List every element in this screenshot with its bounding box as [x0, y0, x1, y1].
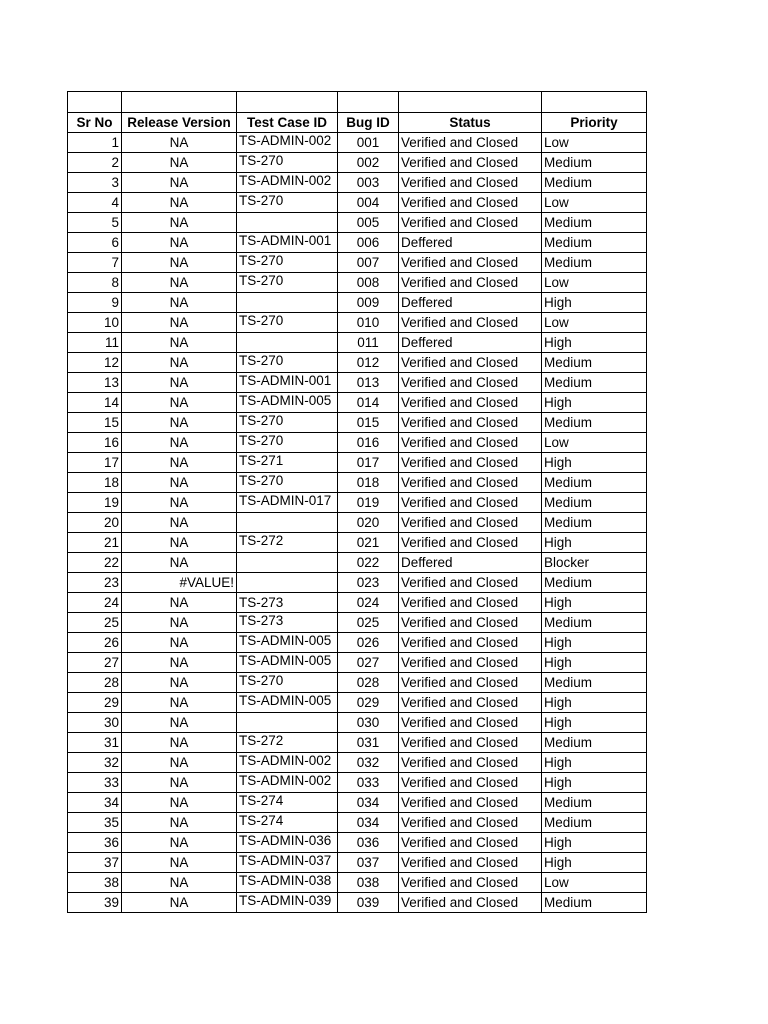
cell-status[interactable]: Verified and Closed — [399, 693, 542, 713]
table-row — [68, 433, 647, 453]
cell-sr-no[interactable]: 32 — [68, 753, 122, 773]
cell-bug-id[interactable]: 034 — [338, 813, 399, 833]
cell-bug-id[interactable]: 010 — [338, 313, 399, 333]
table-row — [68, 693, 647, 713]
cell-status[interactable]: Verified and Closed — [399, 753, 542, 773]
cell-sr-no[interactable]: 24 — [68, 593, 122, 613]
cell-release-version[interactable]: NA — [122, 193, 237, 213]
cell-test-case-id[interactable]: TS-ADMIN-005 — [237, 393, 338, 413]
cell-test-case-id[interactable]: TS-ADMIN-038 — [237, 873, 338, 893]
cell-bug-id[interactable]: 013 — [338, 373, 399, 393]
blank-cell[interactable] — [237, 92, 338, 113]
cell-release-version[interactable]: NA — [122, 613, 237, 633]
table-row — [68, 853, 647, 873]
cell-sr-no[interactable]: 2 — [68, 153, 122, 173]
table-row — [68, 353, 647, 373]
cell-release-version[interactable]: NA — [122, 553, 237, 573]
header-sr-no[interactable]: Sr No — [68, 113, 122, 133]
cell-status[interactable]: Verified and Closed — [399, 373, 542, 393]
cell-release-version[interactable]: NA — [122, 473, 237, 493]
cell-test-case-id[interactable]: TS-270 — [237, 193, 338, 213]
cell-sr-no[interactable]: 34 — [68, 793, 122, 813]
cell-test-case-id[interactable]: TS-270 — [237, 473, 338, 493]
cell-bug-id[interactable]: 025 — [338, 613, 399, 633]
cell-status[interactable]: Verified and Closed — [399, 453, 542, 473]
cell-test-case-id[interactable]: TS-271 — [237, 453, 338, 473]
cell-test-case-id[interactable]: TS-272 — [237, 733, 338, 753]
cell-test-case-id[interactable] — [237, 573, 338, 593]
table-row — [68, 233, 647, 253]
cell-sr-no[interactable]: 28 — [68, 673, 122, 693]
cell-bug-id[interactable]: 031 — [338, 733, 399, 753]
cell-test-case-id[interactable]: TS-270 — [237, 153, 338, 173]
cell-priority[interactable]: High — [542, 833, 647, 853]
cell-bug-id[interactable]: 037 — [338, 853, 399, 873]
cell-bug-id[interactable]: 022 — [338, 553, 399, 573]
table-row — [68, 453, 647, 473]
table-row — [68, 513, 647, 533]
cell-status[interactable]: Verified and Closed — [399, 893, 542, 913]
cell-bug-id[interactable]: 001 — [338, 133, 399, 153]
cell-sr-no[interactable]: 5 — [68, 213, 122, 233]
cell-sr-no[interactable]: 12 — [68, 353, 122, 373]
cell-test-case-id[interactable]: TS-273 — [237, 613, 338, 633]
cell-release-version[interactable]: NA — [122, 653, 237, 673]
cell-priority[interactable]: High — [542, 533, 647, 553]
cell-priority[interactable]: Medium — [542, 493, 647, 513]
table-row — [68, 293, 647, 313]
cell-release-version[interactable]: NA — [122, 853, 237, 873]
cell-sr-no[interactable]: 4 — [68, 193, 122, 213]
table-row — [68, 833, 647, 853]
cell-release-version[interactable]: NA — [122, 253, 237, 273]
cell-status[interactable]: Verified and Closed — [399, 213, 542, 233]
cell-bug-id[interactable]: 002 — [338, 153, 399, 173]
cell-release-version[interactable]: NA — [122, 693, 237, 713]
table-row — [68, 173, 647, 193]
table-row — [68, 253, 647, 273]
cell-status[interactable]: Verified and Closed — [399, 733, 542, 753]
cell-priority[interactable]: High — [542, 293, 647, 313]
blank-cell[interactable] — [122, 92, 237, 113]
cell-sr-no[interactable]: 9 — [68, 293, 122, 313]
table-row — [68, 213, 647, 233]
cell-sr-no[interactable]: 27 — [68, 653, 122, 673]
cell-status[interactable]: Verified and Closed — [399, 493, 542, 513]
cell-release-version[interactable]: NA — [122, 753, 237, 773]
cell-test-case-id[interactable]: TS-ADMIN-037 — [237, 853, 338, 873]
cell-test-case-id[interactable]: TS-270 — [237, 273, 338, 293]
cell-bug-id[interactable]: 017 — [338, 453, 399, 473]
cell-bug-id[interactable]: 023 — [338, 573, 399, 593]
table-row — [68, 773, 647, 793]
blank-cell[interactable] — [68, 92, 122, 113]
cell-release-version[interactable]: NA — [122, 433, 237, 453]
cell-test-case-id[interactable]: TS-273 — [237, 593, 338, 613]
cell-release-version[interactable]: NA — [122, 633, 237, 653]
cell-sr-no[interactable]: 35 — [68, 813, 122, 833]
table-row — [68, 813, 647, 833]
table-row — [68, 793, 647, 813]
cell-sr-no[interactable]: 25 — [68, 613, 122, 633]
cell-bug-id[interactable]: 021 — [338, 533, 399, 553]
table-row — [68, 753, 647, 773]
cell-sr-no[interactable]: 18 — [68, 473, 122, 493]
cell-test-case-id[interactable]: TS-270 — [237, 253, 338, 273]
table-row — [68, 333, 647, 353]
cell-sr-no[interactable]: 20 — [68, 513, 122, 533]
cell-status[interactable]: Verified and Closed — [399, 393, 542, 413]
cell-priority[interactable]: High — [542, 393, 647, 413]
blank-cell[interactable] — [399, 92, 542, 113]
cell-test-case-id[interactable] — [237, 293, 338, 313]
cell-bug-id[interactable]: 005 — [338, 213, 399, 233]
cell-release-version[interactable]: NA — [122, 173, 237, 193]
cell-status[interactable]: Verified and Closed — [399, 593, 542, 613]
cell-status[interactable]: Verified and Closed — [399, 413, 542, 433]
cell-priority[interactable]: Medium — [542, 613, 647, 633]
cell-status[interactable]: Verified and Closed — [399, 273, 542, 293]
cell-status[interactable]: Verified and Closed — [399, 253, 542, 273]
cell-priority[interactable]: Medium — [542, 733, 647, 753]
cell-priority[interactable]: High — [542, 633, 647, 653]
cell-release-version[interactable]: NA — [122, 453, 237, 473]
cell-release-version[interactable]: NA — [122, 153, 237, 173]
cell-bug-id[interactable]: 006 — [338, 233, 399, 253]
cell-bug-id[interactable]: 039 — [338, 893, 399, 913]
table-row — [68, 613, 647, 633]
cell-sr-no[interactable]: 19 — [68, 493, 122, 513]
cell-priority[interactable]: High — [542, 593, 647, 613]
cell-test-case-id[interactable]: TS-ADMIN-036 — [237, 833, 338, 853]
bug-tracker-table — [67, 91, 647, 913]
cell-bug-id[interactable]: 014 — [338, 393, 399, 413]
cell-status[interactable]: Verified and Closed — [399, 193, 542, 213]
table-row — [68, 553, 647, 573]
cell-status[interactable]: Verified and Closed — [399, 813, 542, 833]
cell-priority[interactable]: Low — [542, 133, 647, 153]
cell-sr-no[interactable]: 36 — [68, 833, 122, 853]
cell-test-case-id[interactable]: TS-ADMIN-017 — [237, 493, 338, 513]
cell-status[interactable]: Deffered — [399, 333, 542, 353]
cell-sr-no[interactable]: 22 — [68, 553, 122, 573]
cell-release-version[interactable]: NA — [122, 773, 237, 793]
cell-bug-id[interactable]: 034 — [338, 793, 399, 813]
table-row — [68, 373, 647, 393]
cell-status[interactable]: Verified and Closed — [399, 513, 542, 533]
cell-sr-no[interactable]: 15 — [68, 413, 122, 433]
cell-bug-id[interactable]: 024 — [338, 593, 399, 613]
cell-status[interactable]: Verified and Closed — [399, 433, 542, 453]
cell-sr-no[interactable]: 39 — [68, 893, 122, 913]
cell-priority[interactable]: High — [542, 753, 647, 773]
header-priority[interactable]: Priority — [542, 113, 647, 133]
cell-release-version[interactable]: NA — [122, 233, 237, 253]
cell-test-case-id[interactable]: TS-272 — [237, 533, 338, 553]
cell-release-version[interactable]: NA — [122, 313, 237, 333]
cell-priority[interactable]: Medium — [542, 513, 647, 533]
cell-bug-id[interactable]: 029 — [338, 693, 399, 713]
header-status[interactable]: Status — [399, 113, 542, 133]
cell-priority[interactable]: Low — [542, 873, 647, 893]
cell-release-version[interactable]: NA — [122, 393, 237, 413]
cell-sr-no[interactable]: 38 — [68, 873, 122, 893]
cell-release-version[interactable]: NA — [122, 133, 237, 153]
cell-release-version[interactable]: NA — [122, 533, 237, 553]
cell-status[interactable]: Verified and Closed — [399, 313, 542, 333]
cell-status[interactable]: Verified and Closed — [399, 673, 542, 693]
cell-test-case-id[interactable]: TS-ADMIN-001 — [237, 233, 338, 253]
cell-priority[interactable]: Medium — [542, 793, 647, 813]
cell-sr-no[interactable]: 16 — [68, 433, 122, 453]
cell-test-case-id[interactable]: TS-ADMIN-002 — [237, 173, 338, 193]
cell-bug-id[interactable]: 027 — [338, 653, 399, 673]
cell-bug-id[interactable]: 026 — [338, 633, 399, 653]
cell-priority[interactable]: Low — [542, 433, 647, 453]
header-bug-id[interactable]: Bug ID — [338, 113, 399, 133]
cell-bug-id[interactable]: 004 — [338, 193, 399, 213]
cell-bug-id[interactable]: 032 — [338, 753, 399, 773]
cell-test-case-id[interactable]: TS-274 — [237, 813, 338, 833]
cell-test-case-id[interactable]: TS-270 — [237, 313, 338, 333]
cell-sr-no[interactable]: 37 — [68, 853, 122, 873]
cell-test-case-id[interactable]: TS-ADMIN-001 — [237, 373, 338, 393]
cell-status[interactable]: Verified and Closed — [399, 573, 542, 593]
cell-sr-no[interactable]: 30 — [68, 713, 122, 733]
cell-bug-id[interactable]: 016 — [338, 433, 399, 453]
cell-bug-id[interactable]: 030 — [338, 713, 399, 733]
cell-test-case-id[interactable]: TS-ADMIN-005 — [237, 653, 338, 673]
table-row — [68, 153, 647, 173]
cell-release-version[interactable]: NA — [122, 813, 237, 833]
table-row — [68, 713, 647, 733]
cell-priority[interactable]: Medium — [542, 213, 647, 233]
cell-priority[interactable]: Low — [542, 273, 647, 293]
cell-bug-id[interactable]: 033 — [338, 773, 399, 793]
table-row — [68, 313, 647, 333]
table-row — [68, 493, 647, 513]
cell-status[interactable]: Deffered — [399, 553, 542, 573]
cell-status[interactable]: Verified and Closed — [399, 833, 542, 853]
cell-bug-id[interactable]: 009 — [338, 293, 399, 313]
cell-status[interactable]: Deffered — [399, 233, 542, 253]
cell-release-version[interactable]: NA — [122, 893, 237, 913]
cell-status[interactable]: Verified and Closed — [399, 153, 542, 173]
cell-sr-no[interactable]: 23 — [68, 573, 122, 593]
cell-priority[interactable]: High — [542, 653, 647, 673]
cell-release-version[interactable]: NA — [122, 353, 237, 373]
cell-priority[interactable]: Medium — [542, 673, 647, 693]
cell-release-version[interactable]: NA — [122, 873, 237, 893]
cell-bug-id[interactable]: 018 — [338, 473, 399, 493]
cell-test-case-id[interactable] — [237, 213, 338, 233]
cell-test-case-id[interactable]: TS-270 — [237, 413, 338, 433]
table-row — [68, 533, 647, 553]
cell-test-case-id[interactable]: TS-270 — [237, 673, 338, 693]
table-row — [68, 733, 647, 753]
cell-priority[interactable]: Medium — [542, 413, 647, 433]
cell-priority[interactable]: Medium — [542, 813, 647, 833]
cell-release-version[interactable]: #VALUE! — [122, 573, 237, 593]
cell-test-case-id[interactable] — [237, 333, 338, 353]
cell-status[interactable]: Verified and Closed — [399, 873, 542, 893]
cell-test-case-id[interactable]: TS-ADMIN-002 — [237, 133, 338, 153]
cell-sr-no[interactable]: 3 — [68, 173, 122, 193]
table-row — [68, 573, 647, 593]
cell-priority[interactable]: Medium — [542, 353, 647, 373]
cell-status[interactable]: Verified and Closed — [399, 773, 542, 793]
cell-priority[interactable]: High — [542, 333, 647, 353]
cell-status[interactable]: Verified and Closed — [399, 613, 542, 633]
cell-priority[interactable]: High — [542, 713, 647, 733]
cell-release-version[interactable]: NA — [122, 673, 237, 693]
cell-priority[interactable]: Medium — [542, 253, 647, 273]
cell-bug-id[interactable]: 008 — [338, 273, 399, 293]
cell-release-version[interactable]: NA — [122, 733, 237, 753]
cell-priority[interactable]: Blocker — [542, 553, 647, 573]
cell-sr-no[interactable]: 26 — [68, 633, 122, 653]
cell-test-case-id[interactable]: TS-ADMIN-002 — [237, 753, 338, 773]
cell-bug-id[interactable]: 012 — [338, 353, 399, 373]
cell-test-case-id[interactable] — [237, 713, 338, 733]
cell-sr-no[interactable]: 6 — [68, 233, 122, 253]
cell-status[interactable]: Verified and Closed — [399, 473, 542, 493]
cell-sr-no[interactable]: 17 — [68, 453, 122, 473]
cell-test-case-id[interactable]: TS-ADMIN-002 — [237, 773, 338, 793]
cell-bug-id[interactable]: 019 — [338, 493, 399, 513]
table-row — [68, 593, 647, 613]
table-row — [68, 193, 647, 213]
cell-release-version[interactable]: NA — [122, 513, 237, 533]
cell-sr-no[interactable]: 13 — [68, 373, 122, 393]
cell-sr-no[interactable]: 7 — [68, 253, 122, 273]
blank-row — [68, 92, 647, 113]
cell-sr-no[interactable]: 1 — [68, 133, 122, 153]
cell-bug-id[interactable]: 028 — [338, 673, 399, 693]
table-row — [68, 653, 647, 673]
cell-release-version[interactable]: NA — [122, 713, 237, 733]
cell-priority[interactable]: Medium — [542, 233, 647, 253]
cell-priority[interactable]: Medium — [542, 893, 647, 913]
cell-priority[interactable]: Medium — [542, 573, 647, 593]
cell-priority[interactable]: Medium — [542, 153, 647, 173]
table-row — [68, 273, 647, 293]
cell-bug-id[interactable]: 011 — [338, 333, 399, 353]
cell-release-version[interactable]: NA — [122, 593, 237, 613]
cell-release-version[interactable]: NA — [122, 493, 237, 513]
cell-priority[interactable]: Low — [542, 313, 647, 333]
table-row — [68, 473, 647, 493]
cell-status[interactable]: Verified and Closed — [399, 633, 542, 653]
cell-sr-no[interactable]: 8 — [68, 273, 122, 293]
blank-cell[interactable] — [338, 92, 399, 113]
cell-status[interactable]: Verified and Closed — [399, 133, 542, 153]
cell-status[interactable]: Verified and Closed — [399, 533, 542, 553]
cell-test-case-id[interactable]: TS-274 — [237, 793, 338, 813]
cell-release-version[interactable]: NA — [122, 373, 237, 393]
blank-cell[interactable] — [542, 92, 647, 113]
cell-status[interactable]: Verified and Closed — [399, 793, 542, 813]
cell-test-case-id[interactable]: TS-ADMIN-039 — [237, 893, 338, 913]
table-row — [68, 393, 647, 413]
cell-priority[interactable]: High — [542, 453, 647, 473]
cell-status[interactable]: Verified and Closed — [399, 713, 542, 733]
cell-status[interactable]: Verified and Closed — [399, 653, 542, 673]
table-row — [68, 673, 647, 693]
cell-priority[interactable]: High — [542, 853, 647, 873]
cell-priority[interactable]: High — [542, 693, 647, 713]
cell-sr-no[interactable]: 29 — [68, 693, 122, 713]
cell-status[interactable]: Verified and Closed — [399, 353, 542, 373]
cell-test-case-id[interactable]: TS-ADMIN-005 — [237, 693, 338, 713]
cell-release-version[interactable]: NA — [122, 793, 237, 813]
cell-status[interactable]: Verified and Closed — [399, 853, 542, 873]
cell-release-version[interactable]: NA — [122, 413, 237, 433]
header-row — [68, 113, 647, 133]
cell-priority[interactable]: Medium — [542, 173, 647, 193]
cell-test-case-id[interactable]: TS-270 — [237, 433, 338, 453]
cell-release-version[interactable]: NA — [122, 293, 237, 313]
cell-priority[interactable]: High — [542, 773, 647, 793]
cell-test-case-id[interactable] — [237, 513, 338, 533]
cell-release-version[interactable]: NA — [122, 273, 237, 293]
table-row — [68, 873, 647, 893]
cell-sr-no[interactable]: 11 — [68, 333, 122, 353]
cell-test-case-id[interactable] — [237, 553, 338, 573]
cell-bug-id[interactable]: 036 — [338, 833, 399, 853]
cell-release-version[interactable]: NA — [122, 213, 237, 233]
cell-bug-id[interactable]: 038 — [338, 873, 399, 893]
cell-sr-no[interactable]: 10 — [68, 313, 122, 333]
header-test-case-id[interactable]: Test Case ID — [237, 113, 338, 133]
header-release-version[interactable]: Release Version — [122, 113, 237, 133]
cell-sr-no[interactable]: 33 — [68, 773, 122, 793]
cell-test-case-id[interactable]: TS-270 — [237, 353, 338, 373]
cell-test-case-id[interactable]: TS-ADMIN-005 — [237, 633, 338, 653]
cell-priority[interactable]: Medium — [542, 473, 647, 493]
cell-sr-no[interactable]: 21 — [68, 533, 122, 553]
cell-bug-id[interactable]: 020 — [338, 513, 399, 533]
cell-bug-id[interactable]: 007 — [338, 253, 399, 273]
cell-release-version[interactable]: NA — [122, 333, 237, 353]
cell-status[interactable]: Deffered — [399, 293, 542, 313]
table-row — [68, 133, 647, 153]
cell-bug-id[interactable]: 015 — [338, 413, 399, 433]
cell-status[interactable]: Verified and Closed — [399, 173, 542, 193]
cell-priority[interactable]: Low — [542, 193, 647, 213]
table-row — [68, 633, 647, 653]
cell-sr-no[interactable]: 14 — [68, 393, 122, 413]
cell-release-version[interactable]: NA — [122, 833, 237, 853]
table-row — [68, 893, 647, 913]
table-row — [68, 413, 647, 433]
cell-bug-id[interactable]: 003 — [338, 173, 399, 193]
cell-priority[interactable]: Medium — [542, 373, 647, 393]
cell-sr-no[interactable]: 31 — [68, 733, 122, 753]
